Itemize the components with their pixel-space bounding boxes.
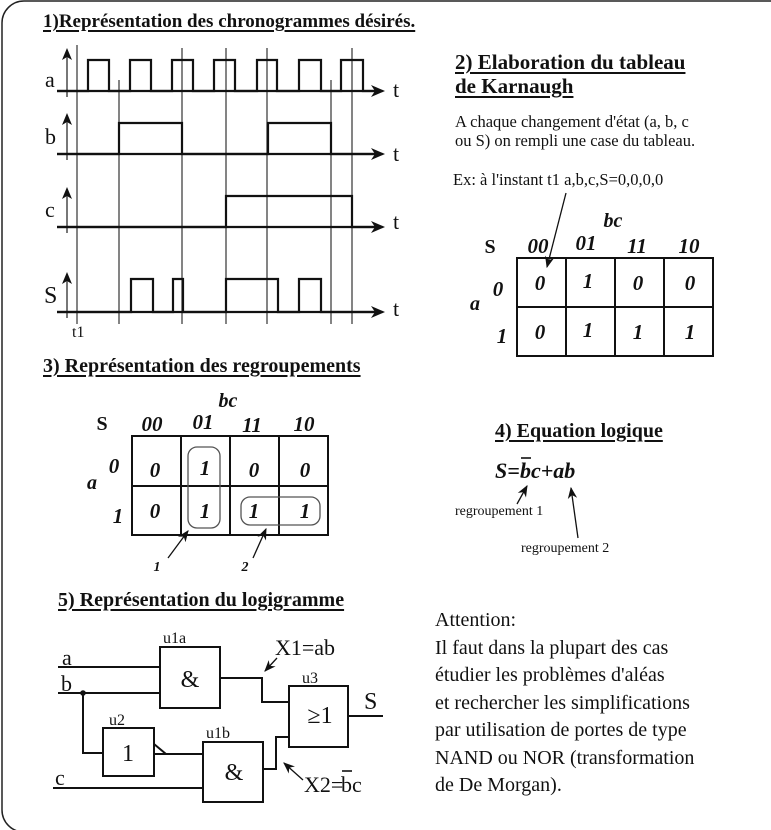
note-line-attention: Attention: xyxy=(435,609,517,631)
section-2-description-line1: A chaque changement d'état (a, b, c xyxy=(455,112,689,131)
input-c-label: c xyxy=(55,765,65,790)
kmap-cell: 1 xyxy=(582,269,594,293)
grouping-column-var: bc xyxy=(218,390,238,412)
kmap-cell: 0 xyxy=(684,271,696,295)
input-a-label: a xyxy=(62,645,72,670)
annotation-2-arrow-icon xyxy=(571,488,578,538)
gate-u1b-symbol: & xyxy=(224,760,244,786)
time-axis-label-c: t xyxy=(393,209,400,234)
group-2-label: 2 xyxy=(241,560,249,575)
equation-lhs: S= xyxy=(495,458,520,483)
gate-u3-symbol: ≥1 xyxy=(307,703,333,729)
kmap-col-header: 10 xyxy=(678,234,700,258)
grouping-cell: 1 xyxy=(299,499,311,523)
grouping-cell: 0 xyxy=(299,458,311,482)
annotation-regroupement-2: regroupement 2 xyxy=(521,541,610,556)
section-2-title-line2: de Karnaugh xyxy=(455,74,574,98)
timing-axes xyxy=(57,48,385,318)
gate-u2-symbol: 1 xyxy=(122,741,134,767)
timing-diagram xyxy=(44,45,399,341)
negation-mark xyxy=(154,744,166,754)
kmap-cell: 0 xyxy=(534,320,546,344)
kmap-col-header: 11 xyxy=(627,234,647,258)
section-2-description-line2: ou S) on rempli une case du tableau. xyxy=(455,131,696,150)
kmap-row-header: 0 xyxy=(492,277,504,301)
kmap-row-header: 1 xyxy=(496,324,508,348)
x2-label-rest: c xyxy=(352,772,362,797)
gate-u2-name: u2 xyxy=(109,712,125,729)
x1-label: X1=ab xyxy=(275,635,336,660)
input-b-label: b xyxy=(61,671,72,696)
section-4-title: 4) Equation logique xyxy=(495,420,663,442)
grouping-row-header: 1 xyxy=(112,504,124,528)
logic-equation xyxy=(455,458,609,556)
note-line: Il faut dans la plupart des cas xyxy=(435,636,669,659)
grouping-col-header: 01 xyxy=(192,410,214,434)
kmap-col-header: 00 xyxy=(527,234,549,258)
kmap-cell: 1 xyxy=(684,320,696,344)
kmap-cell: 0 xyxy=(534,271,546,295)
kmap-output-label: S xyxy=(484,236,496,258)
grouping-cell: 0 xyxy=(149,499,161,523)
x2-arrow-icon xyxy=(284,763,303,780)
note-line: de De Morgan). xyxy=(435,774,562,796)
grouping-cell: 0 xyxy=(248,458,260,482)
grouping-cell: 1 xyxy=(199,499,211,523)
kmap-row-var: a xyxy=(470,293,480,315)
output-s-label: S xyxy=(364,689,378,715)
section-2-title-line1: 2) Elaboration du tableau xyxy=(455,50,686,74)
grouping-row-var: a xyxy=(87,472,97,494)
signal-label-a: a xyxy=(45,67,55,92)
grouping-row-header: 0 xyxy=(108,454,120,478)
gate-u1a-symbol: & xyxy=(180,667,200,693)
group-1-label: 1 xyxy=(153,560,161,575)
note-block xyxy=(435,607,694,800)
grouping-col-header: 10 xyxy=(293,412,315,436)
kmap-column-var: bc xyxy=(603,210,623,232)
grouping-cell: 1 xyxy=(199,456,211,480)
section-5-title: 5) Représentation du logigramme xyxy=(58,589,345,611)
equation-negated-term: b xyxy=(520,458,531,483)
signal-label-s: S xyxy=(44,283,58,309)
grouping-map xyxy=(87,390,328,575)
wire-x1 xyxy=(220,678,289,702)
signal-label-c: c xyxy=(45,197,55,222)
x2-label-prefix: X2= xyxy=(304,772,344,797)
grouping-cell: 0 xyxy=(149,458,161,482)
note-line: NAND ou NOR (transformation xyxy=(435,746,695,769)
kmap-cell: 1 xyxy=(632,320,644,344)
kmap-cell: 0 xyxy=(632,271,644,295)
grouping-cell: 1 xyxy=(248,499,260,523)
grouping-col-header: 11 xyxy=(242,413,262,437)
x2-label-negated: b xyxy=(341,772,352,797)
gate-u1b-name: u1b xyxy=(206,725,230,742)
group-2-arrow-icon xyxy=(253,529,266,558)
instant-t1-label: t1 xyxy=(72,324,85,341)
note-line: et rechercher les simplifications xyxy=(435,691,690,714)
time-axis-label-a: t xyxy=(393,77,400,102)
annotation-regroupement-1: regroupement 1 xyxy=(455,504,544,519)
section-2-example: Ex: à l'instant t1 a,b,c,S=0,0,0,0 xyxy=(453,170,664,189)
note-line: par utilisation de portes de type xyxy=(435,719,687,741)
example-arrow-icon xyxy=(547,193,566,267)
kmap-cell: 1 xyxy=(582,318,594,342)
time-axis-label-b: t xyxy=(393,141,400,166)
time-axis-label-s: t xyxy=(393,296,400,321)
wire-b-to-u2 xyxy=(83,693,103,753)
section-1-title: 1)Représentation des chronogrammes désirés. xyxy=(43,11,416,32)
karnaugh-map xyxy=(470,193,713,356)
gate-u3-name: u3 xyxy=(302,670,318,687)
kmap-col-header: 01 xyxy=(575,231,597,255)
note-line: étudier les problèmes d'aléas xyxy=(435,664,665,686)
section-3-title: 3) Représentation des regroupements xyxy=(43,355,361,377)
equation-rest: c+ab xyxy=(531,458,576,483)
signal-label-b: b xyxy=(45,124,56,149)
waveform-b xyxy=(57,123,380,154)
grouping-col-header: 00 xyxy=(141,412,163,436)
annotation-1-arrow-icon xyxy=(517,486,527,504)
logic-diagram xyxy=(53,630,383,802)
grouping-output-label: S xyxy=(96,413,108,435)
gate-u1a-name: u1a xyxy=(163,630,187,647)
